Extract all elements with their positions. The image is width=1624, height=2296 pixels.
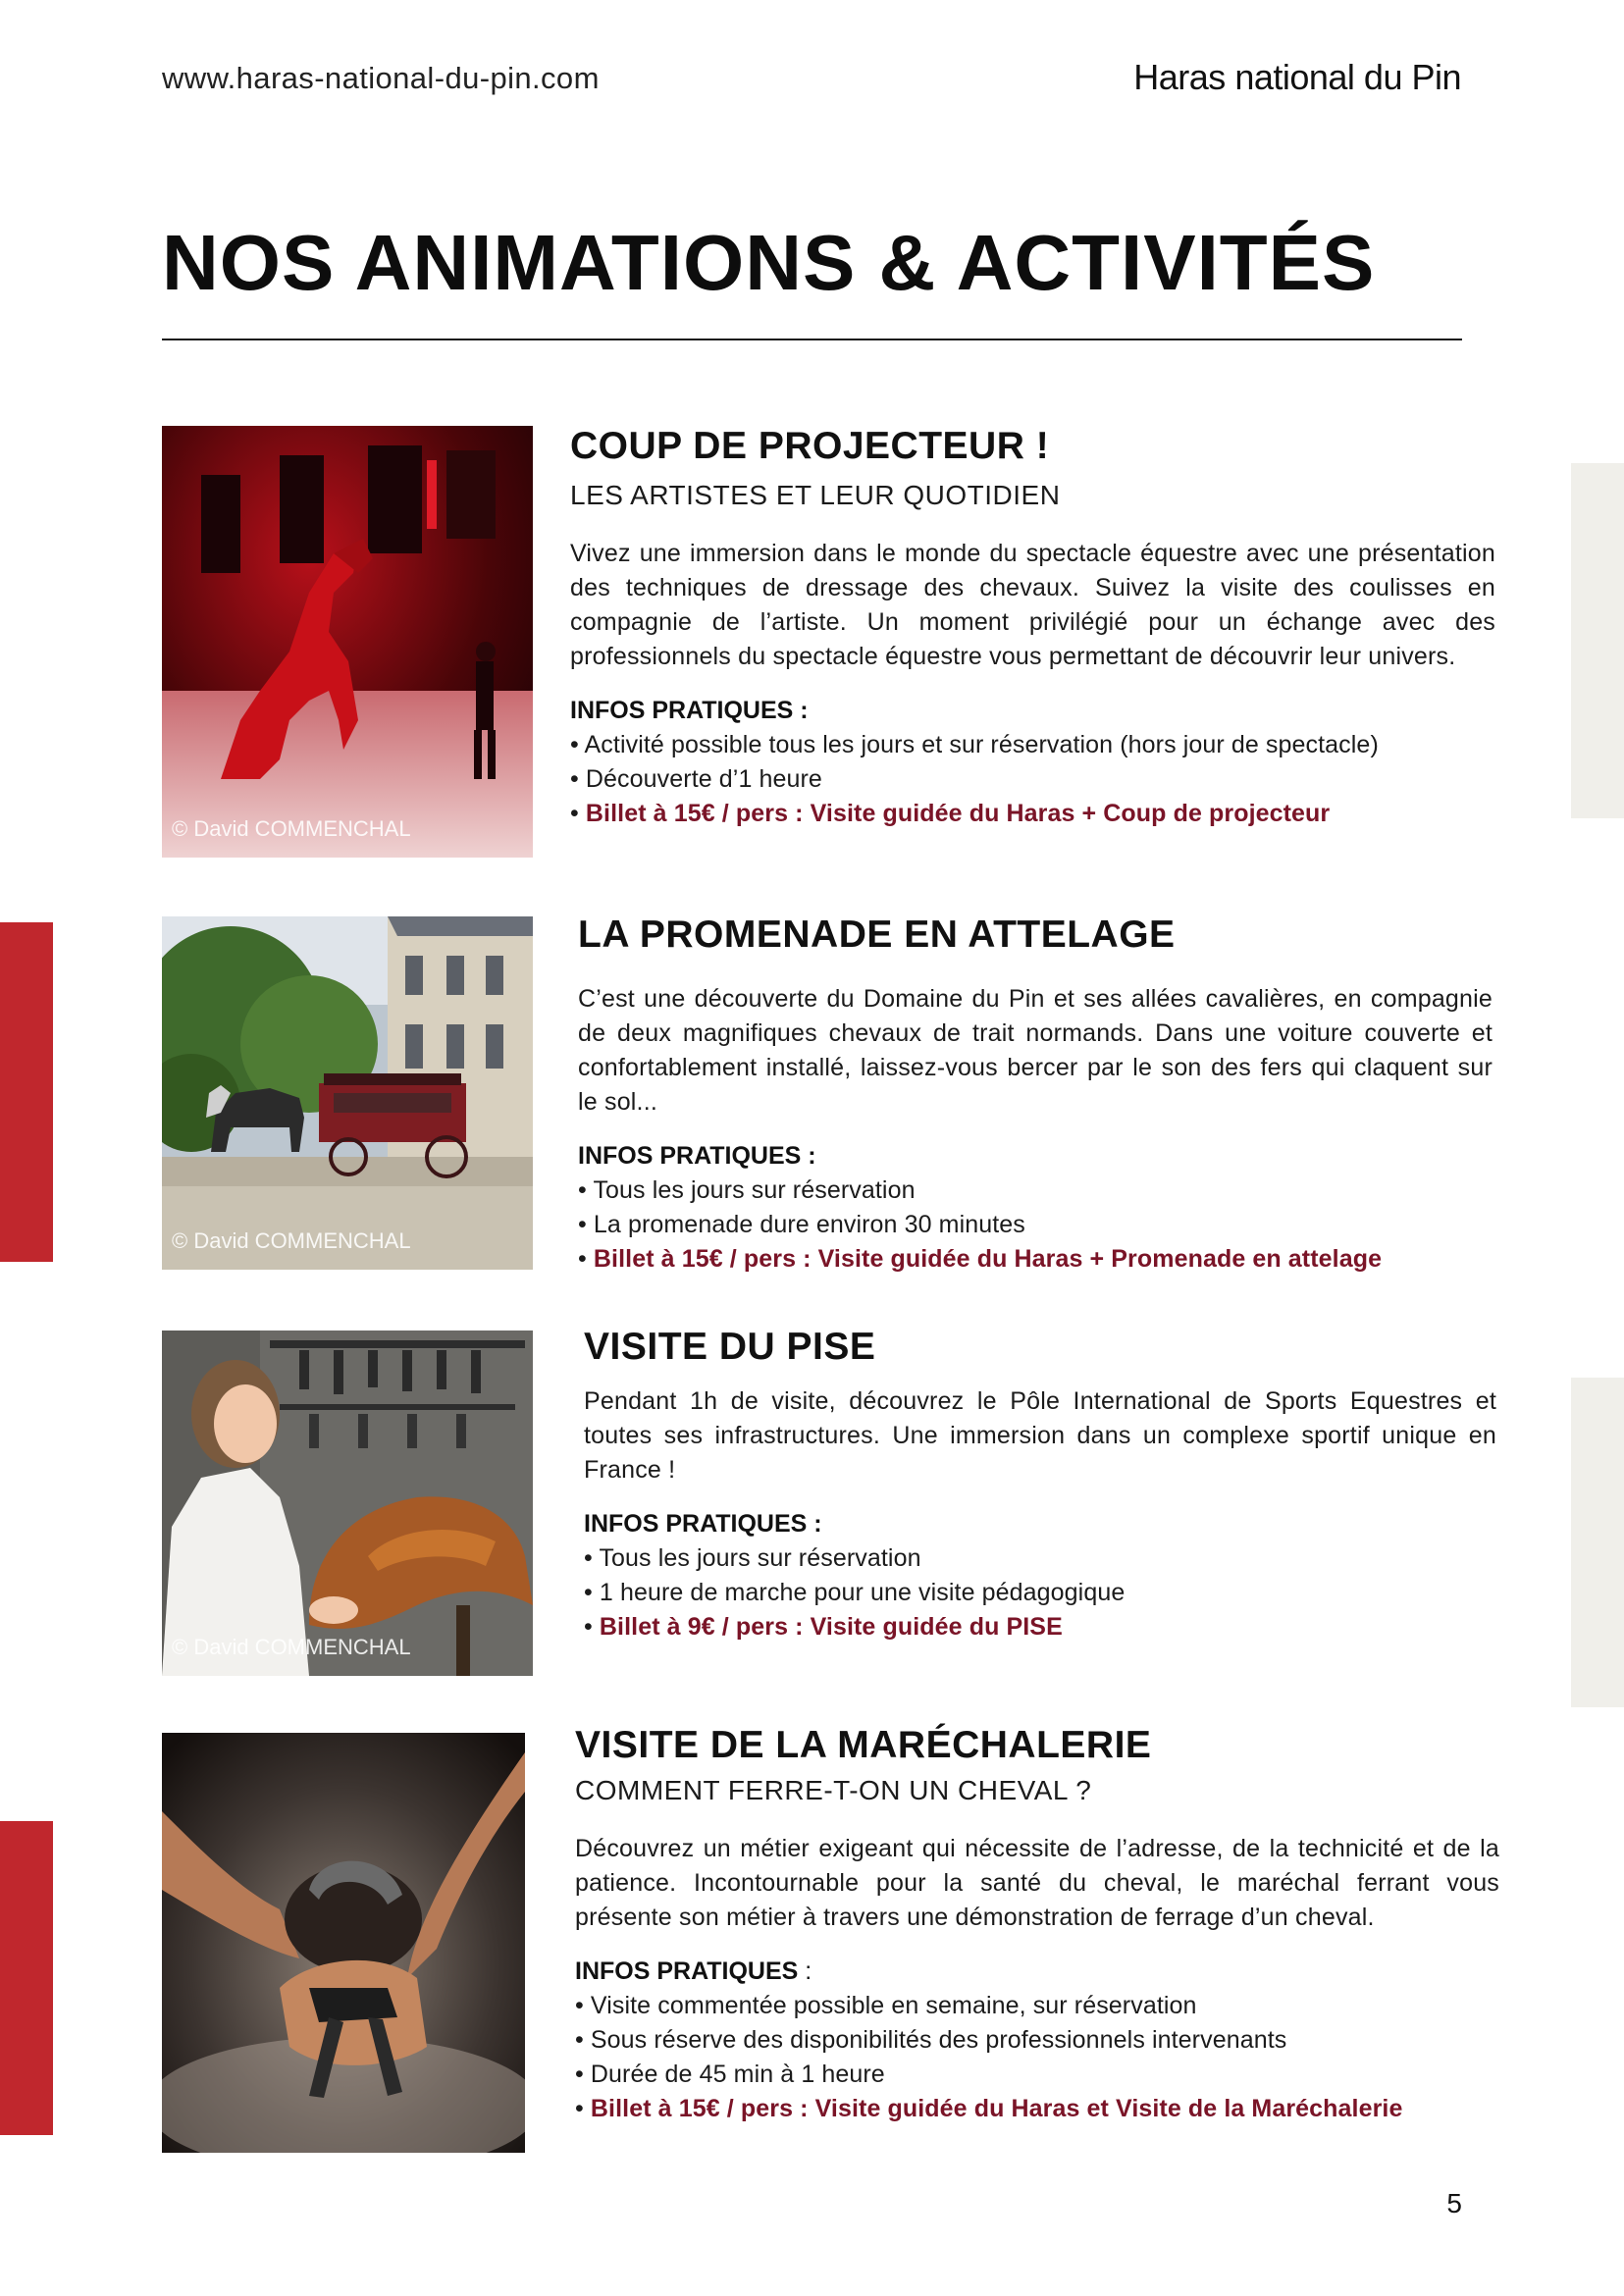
- infos-colon: :: [798, 1957, 812, 1985]
- title-divider: [162, 339, 1462, 340]
- info-item: • Visite commentée possible en semaine, sur réservation: [575, 1991, 1197, 2019]
- photo-pise-saddle: [162, 1331, 533, 1676]
- side-accent-bar: [0, 922, 53, 1262]
- infos-label: INFOS PRATIQUES: [575, 1957, 799, 1985]
- photo-credit: © David COMMENCHAL: [172, 1635, 411, 1659]
- photo-carriage-ride: [162, 916, 533, 1270]
- activity-title: VISITE DU PISE: [584, 1326, 876, 1368]
- side-gray-bar: [1571, 1378, 1624, 1707]
- info-item: • Découverte d’1 heure: [570, 764, 822, 793]
- activity-promenade-attelage: [578, 913, 1493, 1277]
- info-item: • Sous réserve des disponibilités des professionnels intervenants: [575, 2025, 1287, 2054]
- price-line: [575, 2092, 1499, 2126]
- info-item: • 1 heure de marche pour une visite pédagogique: [584, 1578, 1126, 1606]
- photo-equestrian-show: [162, 426, 533, 858]
- activity-title: COUP DE PROJECTEUR !: [570, 425, 1050, 467]
- price-bullet: •: [570, 799, 586, 827]
- side-gray-bar: [1571, 463, 1624, 818]
- price-line: [578, 1242, 1493, 1277]
- activity-title: LA PROMENADE EN ATTELAGE: [578, 913, 1176, 956]
- activity-description: Vivez une immersion dans le monde du spectacle équestre avec une présentation des techniques de dressage des chevaux. Suivez la visite des coulisses en compagnie de l’artiste. Un moment privilégié pour un échange avec des professionnels du spectacle équestre vous permettant de découvrir leur univers.: [570, 539, 1495, 670]
- activity-coup-de-projecteur: [570, 424, 1495, 831]
- info-item: • Durée de 45 min à 1 heure: [575, 2060, 885, 2088]
- info-item: • La promenade dure environ 30 minutes: [578, 1210, 1025, 1238]
- activity-subtitle: COMMENT FERRE-T-ON UN CHEVAL ?: [575, 1774, 1092, 1805]
- page-number: 5: [1446, 2188, 1462, 2218]
- website-url[interactable]: www.haras-national-du-pin.com: [162, 61, 600, 95]
- infos-heading: INFOS PRATIQUES :: [584, 1509, 822, 1538]
- activity-subtitle: LES ARTISTES ET LEUR QUOTIDIEN: [570, 479, 1061, 510]
- activity-description: Découvrez un métier exigeant qui nécessite de l’adresse, de la technicité et de la patience. Incontournable pour la santé du cheval, le maréchal ferrant vous présente son métier à travers une démonstration de ferrage d’un cheval.: [575, 1834, 1499, 1931]
- price-text: Billet à 15€ / pers : Visite guidée du Haras + Coup de projecteur: [585, 799, 1331, 827]
- photo-farrier: [162, 1733, 525, 2153]
- brand-name: Haras national du Pin: [1133, 57, 1461, 97]
- infos-heading: INFOS PRATIQUES :: [570, 696, 809, 724]
- side-accent-bar: [0, 1821, 53, 2135]
- activity-description: Pendant 1h de visite, découvrez le Pôle International de Sports Equestres et toutes ses infrastructures. Une immersion dans un complexe sportif unique en France !: [584, 1386, 1496, 1484]
- photo-credit: © David COMMENCHAL: [172, 816, 411, 841]
- activity-description: C’est une découverte du Domaine du Pin et ses allées cavalières, en compagnie de deux magnifiques chevaux de trait normands. Dans une voiture couverte et confortablement installé, laissez-vous bercer par le son des fers qui claquent sur le sol...: [578, 984, 1493, 1116]
- page-title: NOS ANIMATIONS & ACTIVITÉS: [162, 219, 1376, 306]
- price-text: Billet à 15€ / pers : Visite guidée du Haras + Promenade en attelage: [593, 1244, 1383, 1273]
- infos-heading: INFOS PRATIQUES :: [578, 1141, 816, 1170]
- activity-visite-pise: [584, 1325, 1496, 1644]
- photo-credit: © David COMMENCHAL: [172, 1228, 411, 1253]
- info-item: • Tous les jours sur réservation: [584, 1543, 921, 1572]
- activity-title: VISITE DE LA MARÉCHALERIE: [575, 1724, 1152, 1766]
- price-bullet: •: [584, 1612, 600, 1641]
- activity-marechalerie: [575, 1723, 1499, 2126]
- price-text: Billet à 15€ / pers : Visite guidée du Haras et Visite de la Maréchalerie: [590, 2094, 1403, 2122]
- infos-heading: [575, 1955, 1499, 1989]
- info-item: • Activité possible tous les jours et sur réservation (hors jour de spectacle): [570, 730, 1379, 758]
- price-line: [584, 1610, 1496, 1644]
- price-line: [570, 797, 1495, 831]
- price-text: Billet à 9€ / pers : Visite guidée du PISE: [599, 1612, 1063, 1641]
- info-item: • Tous les jours sur réservation: [578, 1175, 916, 1204]
- price-bullet: •: [578, 1244, 594, 1273]
- price-bullet: •: [575, 2094, 591, 2122]
